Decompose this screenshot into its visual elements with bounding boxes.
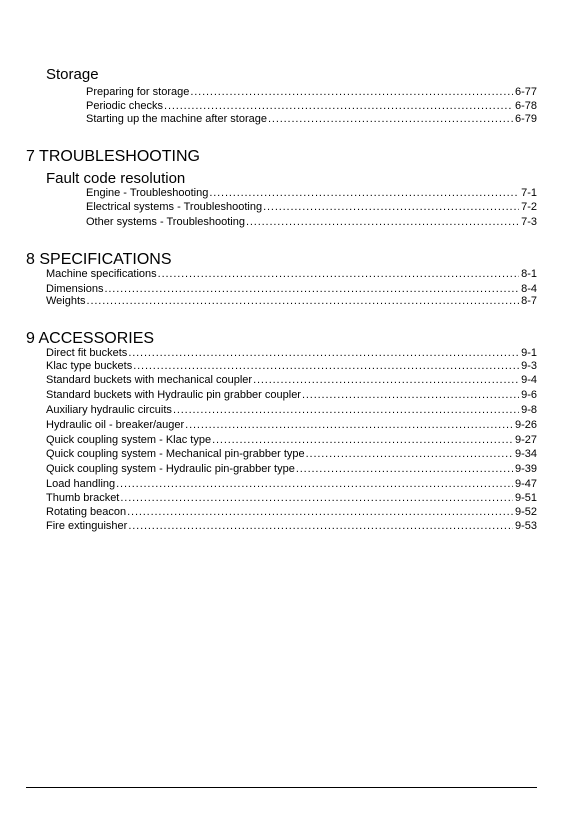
toc-entry[interactable] — [86, 200, 537, 214]
dot-leader — [164, 99, 513, 113]
toc-entry-page: 6-77 — [514, 86, 537, 98]
toc-entry-title: Engine - Troubleshooting — [86, 187, 209, 199]
toc-entry-title: Preparing for storage — [86, 86, 190, 98]
toc-entry-page: 6-79 — [514, 113, 537, 125]
toc-entry-title: Quick coupling system - Klac type — [46, 434, 212, 446]
toc-entry-page: 8-1 — [521, 268, 537, 280]
toc-entry-title: Auxiliary hydraulic circuits — [46, 404, 172, 416]
toc-entry-page: 9-4 — [521, 374, 537, 386]
toc-entry[interactable] — [46, 462, 537, 476]
toc-entry-page: 9-34 — [514, 448, 537, 460]
dot-leader — [263, 200, 519, 214]
toc-entry[interactable] — [46, 447, 537, 461]
toc-entry[interactable] — [46, 388, 537, 402]
toc-entry-title: Direct fit buckets — [46, 347, 128, 359]
toc-entry[interactable] — [46, 491, 537, 505]
toc-entry-title: Rotating beacon — [46, 506, 127, 518]
dot-leader — [302, 388, 519, 402]
toc-entry[interactable] — [86, 215, 537, 229]
dot-leader — [158, 267, 519, 281]
toc-entry-title: Quick coupling system - Mechanical pin-grabber type — [46, 448, 305, 460]
dot-leader — [268, 112, 513, 126]
toc-entry-title: Standard buckets with Hydraulic pin grabber coupler — [46, 389, 301, 401]
toc-entry-title: Hydraulic oil - breaker/auger — [46, 419, 185, 431]
toc-entry[interactable] — [46, 359, 537, 373]
dot-leader — [116, 477, 513, 491]
toc-entry-page: 9-39 — [514, 463, 537, 475]
section-heading-storage: Storage — [46, 66, 99, 83]
toc-entry-page: 7-3 — [521, 216, 537, 228]
toc-entry[interactable] — [46, 505, 537, 519]
toc-entry-page: 8-7 — [521, 295, 537, 307]
toc-entry-page: 9-1 — [521, 347, 537, 359]
toc-entry[interactable] — [46, 346, 537, 360]
dot-leader — [209, 186, 519, 200]
toc-entry[interactable] — [46, 519, 537, 533]
toc-entry-title: Machine specifications — [46, 268, 157, 280]
toc-entry-title: Klac type buckets — [46, 360, 133, 372]
dot-leader — [87, 294, 520, 308]
toc-entry[interactable] — [86, 112, 537, 126]
toc-entry[interactable] — [46, 267, 537, 281]
toc-entry[interactable] — [46, 433, 537, 447]
toc-entry-title: Quick coupling system - Hydraulic pin-grabber type — [46, 463, 295, 475]
toc-entry-page: 9-51 — [514, 492, 537, 504]
toc-entry-title: Starting up the machine after storage — [86, 113, 267, 125]
toc-entry-title: Fire extinguisher — [46, 520, 128, 532]
footer-rule — [26, 787, 537, 788]
dot-leader — [185, 418, 513, 432]
dot-leader — [128, 519, 513, 533]
toc-entry-title: Standard buckets with mechanical coupler — [46, 374, 253, 386]
toc-entry-title: Dimensions — [46, 283, 104, 295]
dot-leader — [120, 491, 513, 505]
toc-entry-page: 8-4 — [521, 283, 537, 295]
dot-leader — [253, 373, 519, 387]
toc-entry-page: 9-6 — [521, 389, 537, 401]
dot-leader — [190, 85, 513, 99]
toc-entry[interactable] — [46, 418, 537, 432]
toc-entry[interactable] — [86, 186, 537, 200]
toc-entry[interactable] — [46, 373, 537, 387]
toc-entry-page: 9-27 — [514, 434, 537, 446]
toc-entry-title: Load handling — [46, 478, 116, 490]
toc-entry[interactable] — [46, 403, 537, 417]
dot-leader — [212, 433, 513, 447]
chapter-heading-troubleshooting: 7 TROUBLESHOOTING — [26, 148, 200, 165]
toc-entry[interactable] — [86, 99, 537, 113]
toc-entry-title: Periodic checks — [86, 100, 164, 112]
toc-entry[interactable] — [46, 294, 537, 308]
toc-entry-page: 9-8 — [521, 404, 537, 416]
toc-entry-page: 7-1 — [521, 187, 537, 199]
toc-entry-page: 9-52 — [514, 506, 537, 518]
toc-entry-title: Weights — [46, 295, 86, 307]
dot-leader — [246, 215, 519, 229]
dot-leader — [173, 403, 519, 417]
dot-leader — [127, 505, 513, 519]
toc-entry-title: Electrical systems - Troubleshooting — [86, 201, 263, 213]
toc-entry[interactable] — [86, 85, 537, 99]
toc-entry-page: 9-3 — [521, 360, 537, 372]
toc-entry-title: Thumb bracket — [46, 492, 120, 504]
chapter-heading-accessories: 9 ACCESSORIES — [26, 330, 155, 347]
dot-leader — [133, 359, 519, 373]
dot-leader — [296, 462, 513, 476]
toc-entry-page: 9-47 — [514, 478, 537, 490]
toc-entry-page: 9-26 — [514, 419, 537, 431]
section-heading-fault-code: Fault code resolution — [46, 170, 186, 187]
dot-leader — [306, 447, 513, 461]
toc-entry[interactable] — [46, 477, 537, 491]
toc-entry-page: 6-78 — [514, 100, 537, 112]
toc-entry-page: 7-2 — [521, 201, 537, 213]
toc-entry-title: Other systems - Troubleshooting — [86, 216, 245, 228]
chapter-heading-specifications: 8 SPECIFICATIONS — [26, 251, 172, 268]
dot-leader — [128, 346, 519, 360]
toc-entry-page: 9-53 — [514, 520, 537, 532]
